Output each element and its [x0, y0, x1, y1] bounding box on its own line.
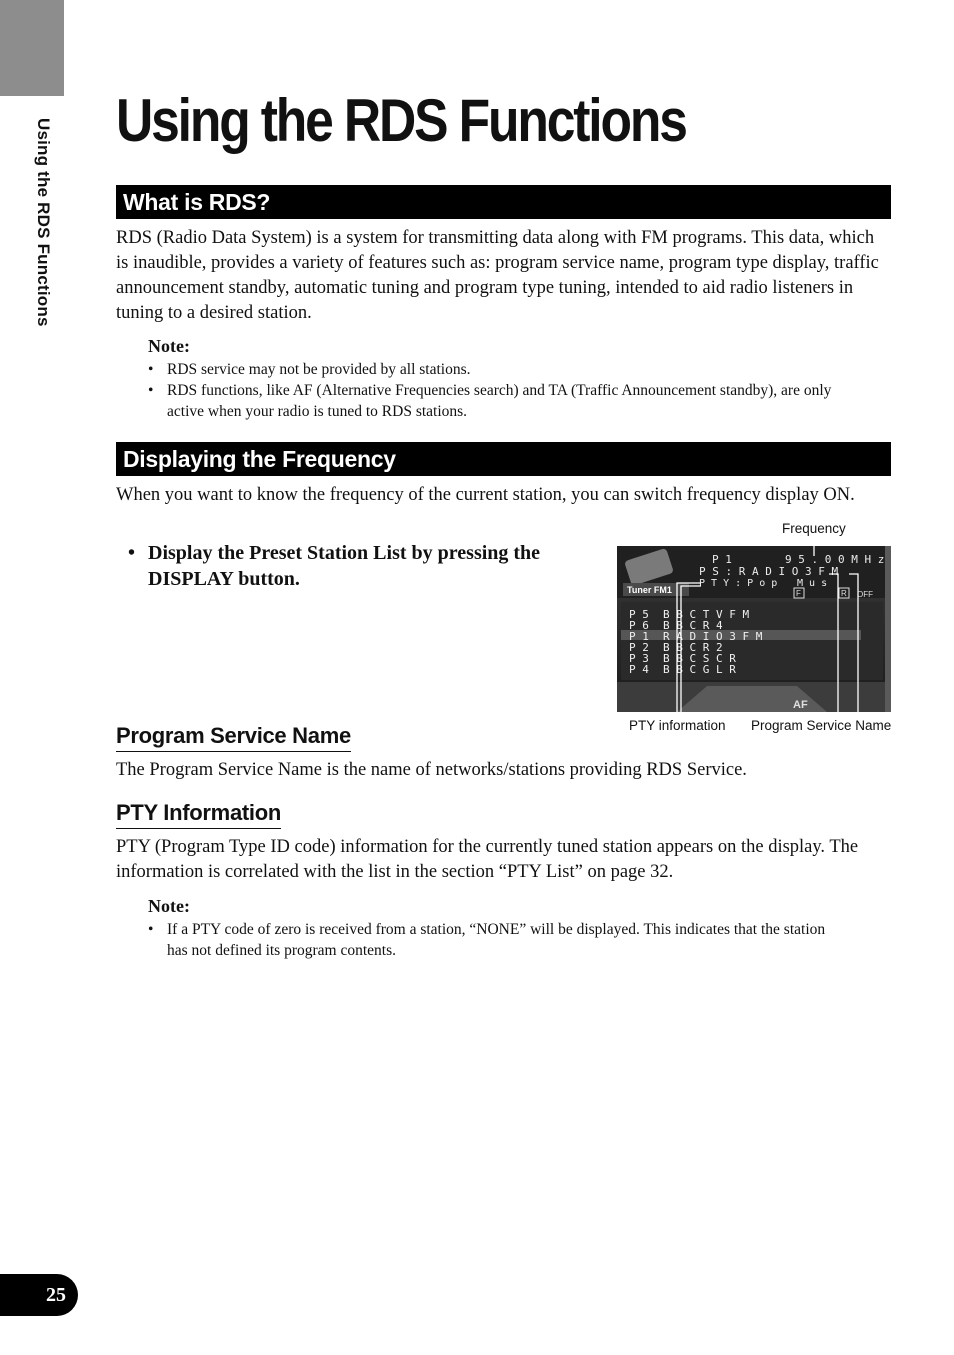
side-chapter-label: Using the RDS Functions [34, 118, 53, 327]
list-item-station: B B C R 2 [663, 641, 723, 654]
callout-pty-information: PTY information [629, 718, 726, 733]
pty-information-paragraph: PTY (Program Type ID code) information for the currently tuned station appears on the display. The information is correlated with the list in the section “PTY List” on page 32. [116, 837, 859, 882]
flag-f-label: F [796, 589, 801, 598]
list-item: • RDS service may not be provided by all stations. [148, 359, 848, 380]
rds-intro-paragraph: RDS (Radio Data System) is a system for transmitting data along with FM programs. This data, which is inaudible, provides a variety of features such as: program service name, program type display, traffic announcement standby, automatic tuning and program type tuning, intended to aid radio listeners in tuning to a desired station. [116, 228, 879, 323]
list-item-preset: P 1 [629, 630, 649, 643]
section-heading-what-is-rds: What is RDS? [116, 185, 891, 219]
pty-notes-list [148, 919, 838, 961]
af-indicator: AF [793, 699, 808, 711]
list-item-preset: P 5 [629, 608, 649, 621]
lcd-ps-line: P S : R A D I O 3 F M [699, 565, 839, 578]
lcd-pty-line: P T Y : P o p [699, 578, 778, 589]
callout-frequency: Frequency [782, 521, 846, 536]
list-item-preset: P 2 [629, 641, 649, 654]
lcd-display-illustration [617, 546, 891, 712]
list-item: • If a PTY code of zero is received from a station, “NONE” will be displayed. This indicates that the station has not defined its program contents. [148, 919, 838, 961]
page-number: 25 [0, 1274, 78, 1316]
note-label: Note: [148, 336, 190, 356]
program-service-name-paragraph: The Program Service Name is the name of networks/stations providing RDS Service. [116, 760, 747, 780]
list-item-preset: P 3 [629, 652, 649, 665]
list-item-station: B B C S C R [663, 652, 736, 665]
list-item-station: B B C G L R [663, 663, 736, 676]
rds-notes-list [148, 359, 848, 422]
note-label: Note: [148, 896, 190, 916]
section-heading-displaying-frequency: Displaying the Frequency [116, 442, 891, 476]
frequency-paragraph: When you want to know the frequency of the current station, you can switch frequency display ON. [116, 485, 855, 505]
flag-off-label: OFF [857, 590, 873, 599]
list-item-station: B B C T V F M [663, 608, 750, 621]
heading-pty-information: PTY Information [116, 800, 281, 829]
flag-r-label: R [841, 589, 847, 598]
step-text: Display the Preset Station List by pressing the DISPLAY button. [148, 542, 541, 590]
list-item: • RDS functions, like AF (Alternative Frequencies search) and TA (Traffic Announcement standby), are only active when your radio is tuned to RDS stations. [148, 380, 848, 422]
step-bullet: • [128, 542, 136, 564]
instruction-step [128, 540, 608, 592]
lcd-preset-number: P 1 [712, 553, 732, 566]
tuner-badge-label: Tuner FM1 [627, 585, 672, 595]
list-item-station: B B C R 4 [663, 619, 723, 632]
lcd-frequency-value: 9 5 . 0 0 M H z [785, 553, 885, 566]
lcd-pty-genre: M u s [797, 578, 828, 589]
heading-program-service-name: Program Service Name [116, 723, 351, 752]
lcd-right-bezel [885, 546, 891, 712]
side-tab-block [0, 0, 64, 96]
page-title: Using the RDS Functions [116, 87, 686, 154]
list-item-preset: P 4 [629, 663, 649, 676]
list-item-preset: P 6 [629, 619, 649, 632]
list-item-station: R A D I O 3 F M [663, 630, 763, 643]
callout-program-service-name: Program Service Name [751, 718, 892, 733]
